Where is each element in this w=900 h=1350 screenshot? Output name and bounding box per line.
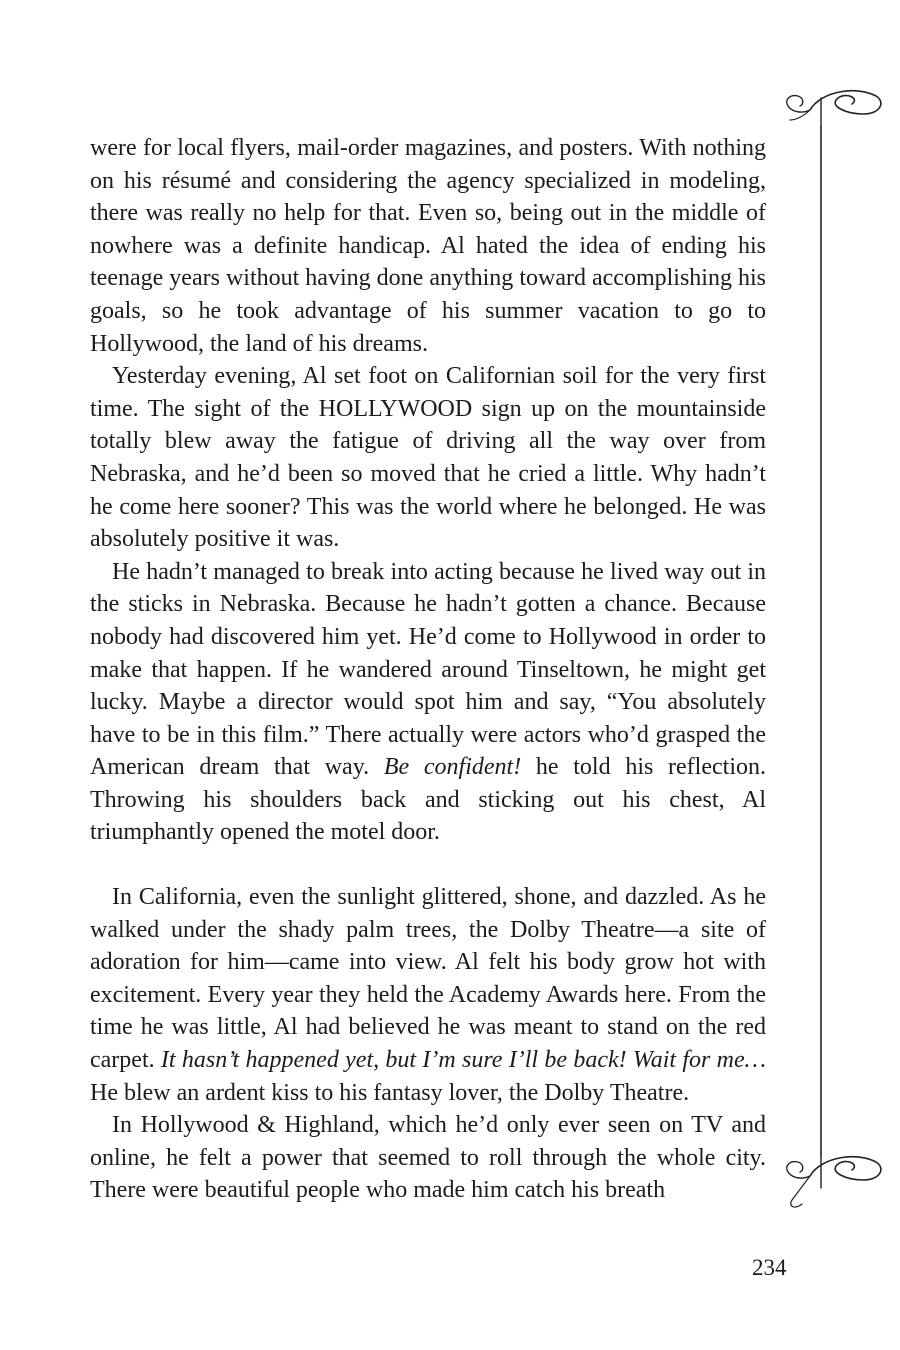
top-flourish-icon — [787, 91, 881, 126]
paragraph-5: In Hollywood & Highland, which he’d only ever seen on TV and online, he felt a power that seemed to roll through the whole city. There were beautiful people who made him catch his breath — [90, 1112, 766, 1204]
paragraph-4-text-start: In California, even the sunlight glittered, shone, and dazzled. As he walked under the shady palm trees, the Dolby Theatre—a site of adoration for him—came into view. Al felt his body grow hot with excitement. Every year they held the Academy Awards here. From the time he was little, Al had believed he was meant to stand on the red carpet. — [90, 884, 766, 1074]
flourish-border-ornament — [780, 76, 890, 1276]
paragraph-2: Yesterday evening, Al set foot on Californian soil for the very first time. The sight of the HOLLYWOOD sign up on the mountainside totally blew away the fatigue of driving all the way over from Nebraska, and he’d been so moved that he cried a little. Why hadn’t he come here sooner? This was the world where he belonged. He was absolutely positive it was. — [90, 363, 766, 553]
paragraph-3-text-start: He hadn’t managed to break into acting because he lived way out in the sticks in Nebraska. Because he hadn’t gotten a chance. Because nobody had discovered him yet. He’d come to Hollywood in order to make that happen. If he wandered around Tinseltown, he might get lucky. Maybe a director would spot him and say, “You absolutely have to be in this film.” There actually were actors who’d grasped the American dream that way. — [90, 558, 766, 781]
paragraph-3-italic-thought: Be confident! — [383, 754, 522, 781]
page-number: 234 — [752, 1255, 787, 1280]
body-text — [90, 132, 766, 1207]
paragraph-3 — [90, 556, 766, 849]
paragraph-4-text-end: He blew an ardent kiss to his fantasy lover, the Dolby Theatre. — [90, 1079, 690, 1106]
paragraph-4 — [90, 881, 766, 1109]
bottom-flourish-icon — [787, 1156, 881, 1207]
paragraph-1: were for local flyers, mail-order magazines, and posters. With nothing on his résumé and considering the agency specialized in modeling, there was really no help for that. Even so, being out in the middle of nowhere was a definite handicap. Al hated the idea of ending his teenage years without having done anything toward accomplishing his goals, so he took advantage of his summer vacation to go to Hollywood, the land of his dreams. — [90, 135, 766, 357]
paragraph-4-italic-thought: It hasn’t happened yet, but I’m sure I’ll be back! Wait for me… — [160, 1047, 766, 1074]
paragraph-3-text-end: he told his reflection. Throwing his shoulders back and sticking out his chest, Al triumphantly opened the motel door. — [90, 754, 766, 846]
